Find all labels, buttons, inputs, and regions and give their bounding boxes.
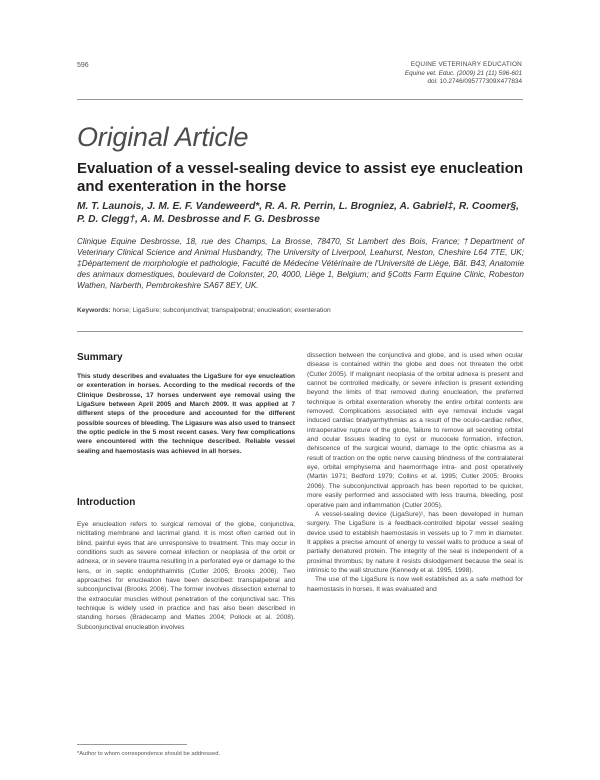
author-list: M. T. Launois, J. M. E. F. Vandeweerd*, R. A. R. Perrin, L. Brogniez, A. Gabriel‡, R. Coomer§, P. D. Clegg†, A. M. Desbrosse and F. G. Desbrosse — [77, 201, 519, 226]
introduction-heading: Introduction — [77, 497, 136, 508]
introduction-text: Eye enucleation refers to surgical removal of the globe, conjunctiva, nictitating membrane and lacrimal gland. It is most often carried out in blind, painful eyes that are unresponsive to treatment. This may occur in conditions such as severe corneal infection or neoplasia of the orbit or adnexa, or in severe trauma resulting in a perforated eye or damage to the lens, or in septic endophthalmitis (Cutler 2005; Brooks 2006). Two approaches for enucleation have been described: transpalpebral and subconjunctival (Brooks 2006). The former involves dissection external to the extraocular muscles without penetration of the conjunctival sac. This technique is widely used in practice and has also been described in standing horses (Bradecamp and Mattes 2004; Pollock et al. 2008). Subconjunctival enucleation involves — [77, 521, 295, 631]
affiliations: Clinique Equine Desbrosse, 18, rue des Champs, La Brosse, 78470, St Lambert des Bois, France; †Department of Veterinary Clinical Science and Animal Husbandry, The University of Liverpool, Leahurst, Neston, Cheshire L64 7TE, UK; ‡Département de morphologie et pathologie, Faculté de Médecine Vétérinaire de l'Université de Liège, Bât. B43, Anatomie des animaux domestiques, boulevard de Colonster, 20, 4000, Liège 1, Belgium; and §Cotts Farm Equine Clinic, Robeston Wathen, Narberth, Pembrokeshire SA67 8EY, UK. — [77, 237, 524, 291]
page-number: 596 — [77, 62, 89, 69]
section-label: Original Article — [77, 122, 249, 152]
header-rule — [77, 99, 523, 100]
column2-paragraph-3: The use of the LigaSure is now well established as a safe method for haemostasis in horses. It was evaluated and — [307, 576, 523, 593]
abstract-rule — [77, 331, 523, 332]
journal-header — [405, 61, 522, 87]
journal-doi: doi: 10.2746/095777309X477834 — [427, 78, 522, 86]
keywords-label: Keywords: — [77, 307, 111, 314]
article-title: Evaluation of a vessel-sealing device to assist eye enucleation and exenteration in the horse — [77, 160, 524, 195]
journal-citation: Equine vet. Educ. (2009) 21 (11) 596-601 — [404, 69, 522, 77]
column2-text — [307, 351, 523, 594]
summary-text: This study describes and evaluates the LigaSure for eye enucleation or exenteration in horses. According to the medical records of the Clinique Desbrosse, 17 horses underwent eye removal using the LigaSure between April 2005 and March 2009. It was applied at 7 different steps of the procedure and accounted for the different possible sources of bleeding. The Ligasure was also used to transect the optic pedicle in the 5 most recent cases. Very few complications were encountered with the technique described. Reliable vessel sealing and haemostasis was achieved in all horses. — [77, 373, 295, 455]
keywords — [77, 307, 331, 314]
column2-paragraph-1: dissection between the conjunctiva and globe, and is used when ocular disease is contained within the globe and does not threaten the orbit (Cutler 2005). If malignant neoplasia of the orbital adnexa is present and cannot be controlled medically, or severe infection is present extending beyond the limits of that removed during enucleation, the preferred technique is orbital exenteration whereby the entire orbital contents are removed. Complications associated with eye removal include vagal induced cardiac bradyarrhythmias as a result of the oculo-cardiac reflex, intraoperative rupture of the globe, failure to remove all secreting orbital and ocular tissues leading to cyst or mucocele formation, infection, dehiscence of the surgical wound, damage to the optic chiasma as a result of traction on the optic nerve causing blindness of the contralateral eye, orbital emphysema and haemorrhage intra- and post operatively (Martin 1971; Bedford 1979; Collins et al. 1995; Cutler 2005; Brooks 2006). The subconjunctival approach has been reported to be quicker, more easily performed and associated with less trauma, bleeding, post operative pain and inflammation (Cutler 2005). — [307, 352, 523, 509]
summary-heading: Summary — [77, 352, 123, 363]
journal-name: EQUINE VETERINARY EDUCATION — [410, 61, 522, 68]
keywords-text: horse; LigaSure; subconjunctival; transpalpebral; enucleation; exenteration — [112, 307, 331, 314]
footnote: *Author to whom correspondence should be addressed. — [77, 751, 221, 757]
column2-paragraph-2: A vessel-sealing device (LigaSure)¹, has been developed in human surgery. The LigaSure is a feedback-controlled bipolar vessel sealing device used to establish haemostasis in vessels up to 7 mm in diameter. It applies a precise amount of energy to vessel walls to produce a seal of partially denatured protein. The integrity of the seal is independent of a proximal thrombus; by nature it resists dislodgement because the seal is intrinsic to the wall structure (Kennedy et al. 1995, 1998). — [307, 510, 523, 574]
footnote-rule — [77, 744, 187, 745]
